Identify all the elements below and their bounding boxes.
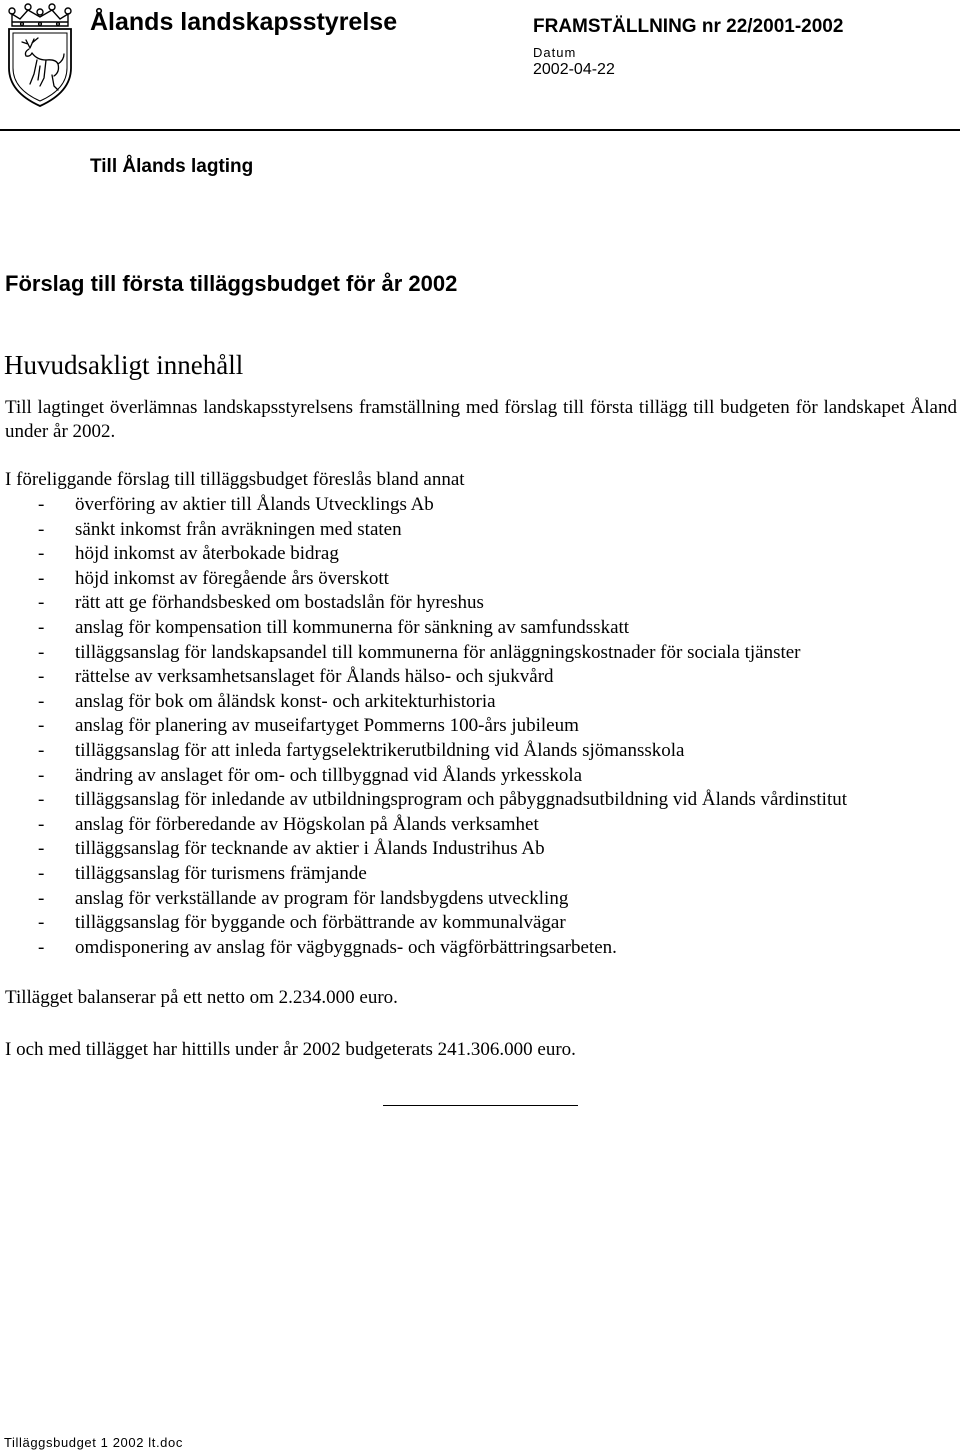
list-item-text: överföring av aktier till Ålands Utvecklings Ab [75,494,434,515]
list-item-text: tilläggsanslag för turismens främjande [75,862,367,884]
total-text: I och med tillägget har hittills under år 2002 budgeterats 241.306.000 euro. [5,1039,576,1060]
list-item-text: tilläggsanslag för landskapsandel till kommunerna för anläggningskostnader för sociala tjänster [75,641,801,663]
list-item-dash: - [38,543,45,565]
document-type: FRAMSTÄLLNING nr 22/2001-2002 [533,16,844,37]
organization-name: Ålands landskapsstyrelse [90,8,398,36]
list-item-dash: - [38,936,45,958]
list-item-dash: - [38,616,45,638]
list-item-dash: - [38,813,45,835]
list-item-dash: - [38,739,45,761]
date-label: Datum [533,45,577,60]
intro-paragraph: Till lagtinget överlämnas landskapsstyrelsens framställning med förslag till första tillägg till budgeten för landskapet Åland under år 2002. [5,397,957,442]
list-item-text: tilläggsanslag för inledande av utbildningsprogram och påbyggnadsutbildning vid Ålands vårdinstitut [75,789,848,811]
list-item-text: anslag för förberedande av Högskolan på Ålands verksamhet [75,813,539,835]
date-value: 2002-04-22 [533,61,615,78]
list-item-dash: - [38,887,45,909]
list-item-text: sänkt inkomst från avräkningen med staten [75,518,402,540]
list-item-dash: - [38,567,45,589]
list-item-dash: - [38,641,45,663]
list-item-dash: - [38,518,45,540]
end-divider [383,1105,578,1106]
list-item-text: tilläggsanslag för att inleda fartygselektrikerutbildning vid Ålands sjömansskola [75,739,685,761]
list-item-dash: - [38,690,45,712]
list-item-text: ändring av anslaget för om- och tillbyggnad vid Ålands yrkesskola [75,764,583,786]
header-divider [0,129,960,131]
list-item-text: rättelse av verksamhetsanslaget för Ålands hälso- och sjukvård [75,666,554,688]
list-item-dash: - [38,592,45,614]
balance-text: Tillägget balanserar på ett netto om 2.234.000 euro. [5,987,398,1008]
list-item-text: tilläggsanslag för tecknande av aktier i Ålands Industrihus Ab [75,838,545,860]
list-item-text: anslag för kompensation till kommunerna för sänkning av samfundsskatt [75,616,630,638]
list-item-text: höjd inkomst av föregående års överskott [75,567,389,589]
list-item-dash: - [38,838,45,860]
list-item-dash: - [38,494,45,515]
list-item-dash: - [38,764,45,786]
list-item-text: omdisponering av anslag för vägbyggnads- och vägförbättringsarbeten. [75,936,617,958]
list-item-dash: - [38,862,45,884]
list-item-text: tilläggsanslag för byggande och förbättrande av kommunalvägar [75,912,566,934]
footer-filename: Tilläggsbudget 1 2002 lt.doc [4,1435,183,1450]
list-item-text: anslag för bok om åländsk konst- och arkitekturhistoria [75,690,496,712]
list-item-dash: - [38,912,45,934]
list-item-text: höjd inkomst av återbokade bidrag [75,543,339,565]
list-item-text: anslag för planering av museifartyget Pommerns 100-års jubileum [75,715,579,737]
section-heading: Huvudsakligt innehåll [4,350,244,380]
list-item-text: anslag för verkställande av program för landsbygdens utveckling [75,887,569,909]
document-title: Förslag till första tilläggsbudget för år 2002 [5,271,458,296]
recipient: Till Ålands lagting [90,156,254,177]
list-intro: I föreliggande förslag till tilläggsbudget föreslås bland annat [5,469,465,490]
aland-coat-of-arms-icon [4,2,76,108]
list-item-dash: - [38,715,45,737]
list-item-dash: - [38,666,45,688]
list-item-dash: - [38,789,45,811]
list-item-text: rätt att ge förhandsbesked om bostadslån för hyreshus [75,592,484,614]
